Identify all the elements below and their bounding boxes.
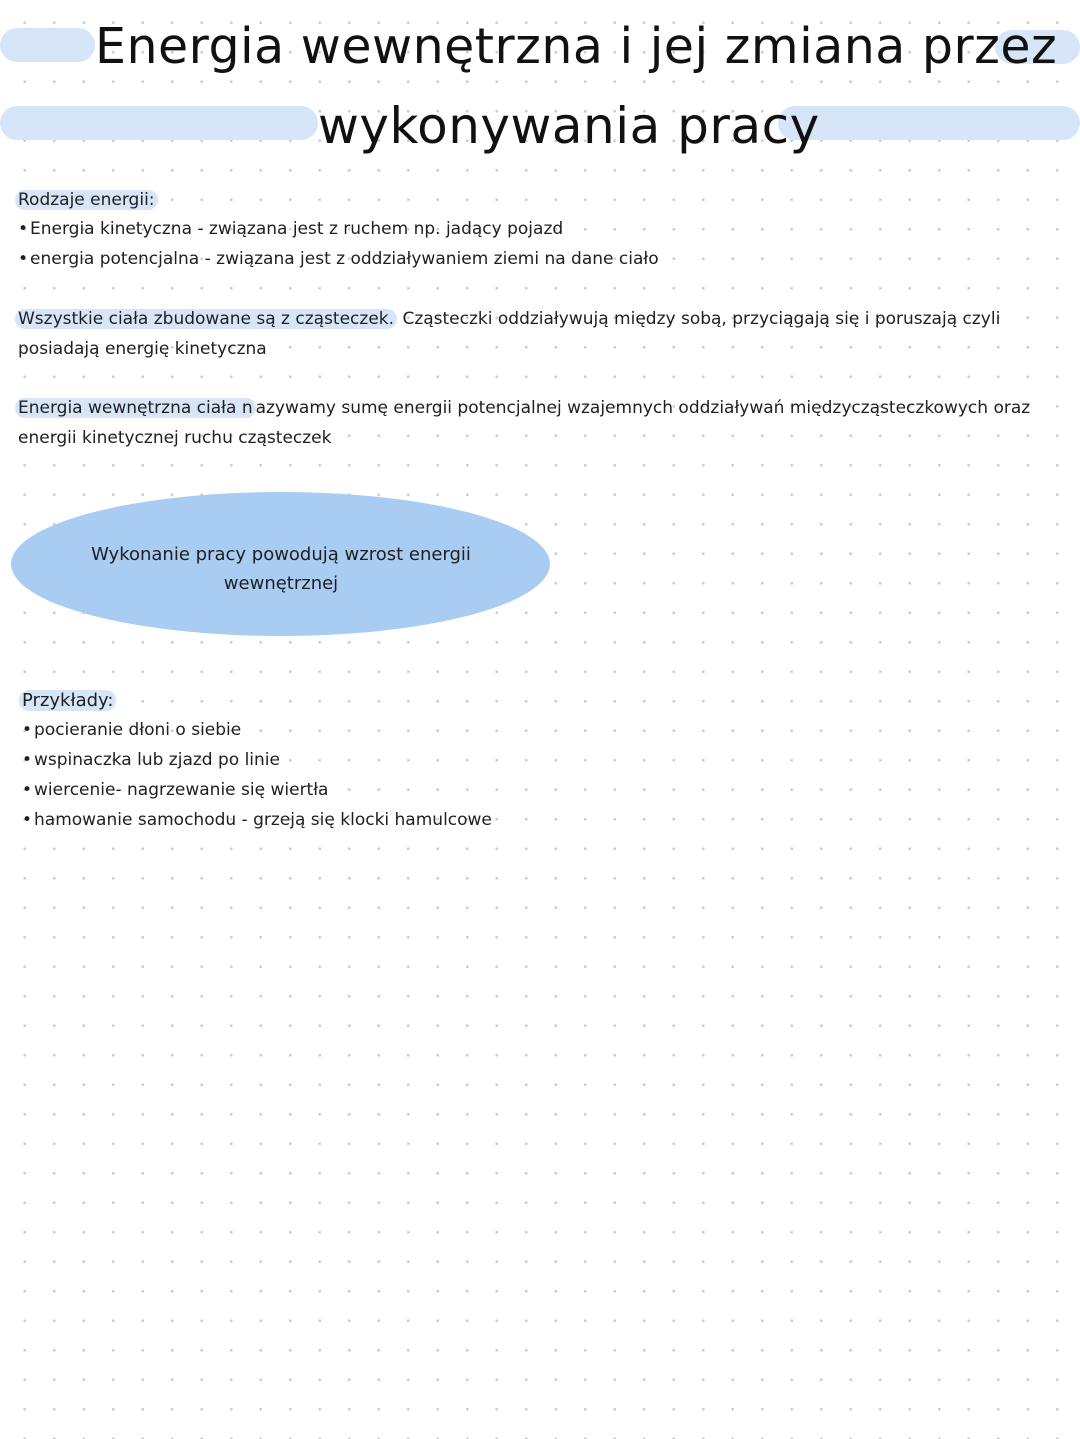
example-item-2: wspinaczka lub zjazd po linie bbox=[34, 750, 280, 770]
energy-type-potential: energia potencjalna - związana jest z oddziaływaniem ziemi na dane ciało bbox=[30, 249, 659, 269]
particles-paragraph bbox=[18, 305, 1048, 364]
list-item bbox=[22, 806, 492, 836]
example-item-3: wiercenie- nagrzewanie się wiertła bbox=[34, 780, 329, 800]
title-highlight-left-2 bbox=[0, 106, 318, 140]
bullet-icon: • bbox=[22, 720, 33, 740]
list-item bbox=[22, 776, 328, 806]
list-item bbox=[22, 746, 280, 776]
list-item bbox=[22, 716, 241, 746]
list-item bbox=[18, 245, 659, 275]
example-item-1: pocieranie dłoni o siebie bbox=[34, 720, 242, 740]
page-title-line-2: wykonywania pracy bbox=[318, 97, 820, 155]
particles-highlight: Wszystkie ciała zbudowane są z cząsteczek. bbox=[15, 309, 397, 329]
examples-heading bbox=[22, 686, 116, 716]
energy-types-heading bbox=[18, 186, 158, 216]
callout-text: Wykonanie pracy powodują wzrost energii wewnętrznej bbox=[91, 544, 471, 594]
internal-energy-text: azywamy sumę energii potencjalnej wzajemnych oddziaływań międzycząsteczkowych oraz energii kinetycznej ruchu cząsteczek bbox=[18, 398, 1031, 448]
bullet-icon: • bbox=[22, 780, 33, 800]
examples-heading-text: Przykłady: bbox=[19, 690, 116, 711]
list-item bbox=[18, 215, 563, 245]
internal-energy-highlight: Energia wewnętrzna ciała n bbox=[15, 398, 256, 418]
internal-energy-paragraph bbox=[18, 394, 1048, 453]
callout-ellipse bbox=[11, 492, 550, 636]
bullet-icon: • bbox=[22, 810, 33, 830]
energy-type-kinetic: Energia kinetyczna - związana jest z ruchem np. jadący pojazd bbox=[30, 219, 564, 239]
example-item-4: hamowanie samochodu - grzeją się klocki hamulcowe bbox=[34, 810, 492, 830]
particles-text: Cząsteczki oddziaływują między sobą, przyciągają się i poruszają czyli posiadają energię kinetyczna bbox=[18, 309, 1001, 359]
title-highlight-left-1 bbox=[0, 28, 95, 62]
page-title-line-1: Energia wewnętrzna i jej zmiana przez bbox=[95, 18, 1058, 75]
energy-types-heading-text: Rodzaje energii: bbox=[15, 190, 158, 210]
bullet-icon: • bbox=[22, 750, 33, 770]
bullet-icon: • bbox=[18, 249, 29, 269]
bullet-icon: • bbox=[18, 219, 29, 239]
title-highlight-right-2 bbox=[778, 106, 1080, 140]
